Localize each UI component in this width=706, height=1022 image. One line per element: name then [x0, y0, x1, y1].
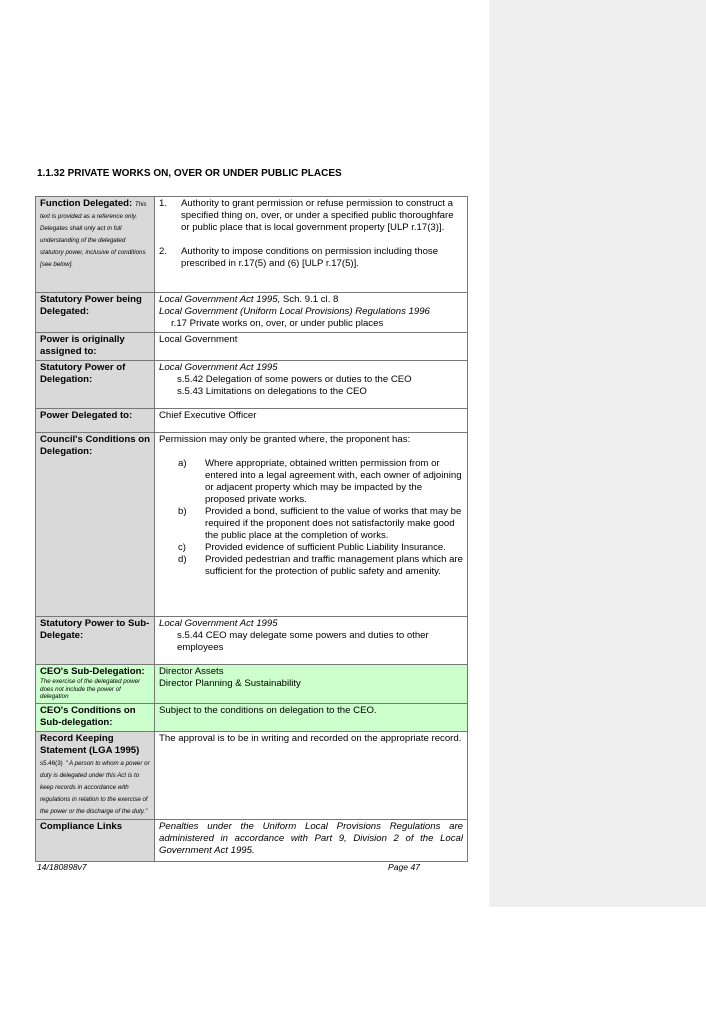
conditions-intro: Permission may only be granted where, the proponent has: [159, 434, 411, 445]
section-item: s.5.42 Delegation of some powers or duties to the CEO [177, 374, 412, 385]
function-list [159, 198, 463, 270]
row-originally-assigned [36, 333, 468, 361]
row-council-conditions [36, 433, 468, 617]
row-ceo-sub-delegation [36, 665, 468, 704]
ceo-sub-delegation-note: The exercise of the delegated power does not include the power of delegation [40, 678, 141, 701]
originally-assigned-value: Local Government [159, 334, 238, 345]
list-item: b) Provided a bond, sufficient to the value of works that may be required if the proponent does not satisfactorily make good the public place at the completion of works. [178, 506, 462, 541]
ceo-conditions-value: Subject to the conditions on delegation to the CEO. [159, 704, 377, 716]
row-function-delegated [36, 197, 468, 293]
compliance-value: Penalties under the Uniform Local Provisions Regulations are administered in accordance with Part 9, Division 2 of the Local Government Act 1995. [159, 820, 463, 856]
section-heading: 1.1.32 PRIVATE WORKS ON, OVER OR UNDER PUBLIC PLACES [37, 168, 342, 179]
record-keeping-ref: s5.46(3) [40, 759, 63, 767]
row-statutory-power: Statutory Power being Delegated: Local Government Act 1995, Sch. 9.1 cl. 8 Local Government (Uniform Local Provisions) Regulations 1996 r.17 Private works on, over, or under public places [36, 293, 468, 333]
regulation-section: r.17 Private works on, over, or under public places [171, 318, 384, 329]
record-keeping-note: " A person to whom a power or duty is delegated under this Act is to keep records in accordance with regulations in relation to the exercise of the power or the discharge of the duty." [40, 759, 150, 815]
sub-delegate-position: Director Planning & Sustainability [159, 678, 301, 689]
label-cell [36, 197, 155, 293]
row-record-keeping [36, 731, 468, 819]
document-reference: 14/180898v7 [37, 862, 87, 872]
list-item: 1. Authority to grant permission or refuse permission to construct a specified thing on, over, or under a specified public thoroughfare or public place that is local government property [ULP r.17(3)]. [159, 198, 454, 233]
conditions-list [178, 458, 463, 578]
list-item: d) Provided pedestrian and traffic management plans which are sufficient for the protection of public safety and amenity. [178, 554, 463, 577]
row-delegated-to [36, 409, 468, 433]
page-number: Page 47 [388, 862, 421, 872]
originally-assigned-label: Power is originally assigned to: [40, 334, 125, 357]
ceo-conditions-label: CEO's Conditions on Sub-delegation: [40, 704, 136, 728]
act-name: Local Government Act 1995 [159, 362, 278, 373]
row-ceo-conditions [36, 703, 468, 731]
delegated-to-label: Power Delegated to: [40, 410, 133, 421]
list-item: c) Provided evidence of sufficient Public Liability Insurance. [178, 542, 446, 553]
row-compliance [36, 819, 468, 861]
act-name: Local Government Act 1995 [159, 618, 278, 629]
statutory-power-label: Statutory Power being Delegated: [40, 294, 142, 317]
delegated-to-value: Chief Executive Officer [159, 410, 257, 421]
value-cell [155, 197, 468, 293]
function-note: This text is provided as a reference only. Delegates shall only act in full understanding of the delegated statutory power, inclusive of conditions [see below]. [40, 201, 147, 268]
list-item: 2. Authority to impose conditions on permission including those prescribed in r.17(5) and (6) [ULP r.17(5)]. [159, 246, 439, 269]
act-name: Local Government Act 1995, [159, 294, 281, 305]
list-item: a) Where appropriate, obtained written permission from or entered into a legal agreement with, each owner of adjoining or adjacent property which may be impacted by the proposed private works. [178, 458, 462, 505]
ceo-sub-delegation-label: CEO's Sub-Delegation: [40, 666, 145, 677]
comment-pane [489, 0, 706, 907]
sub-delegate-label: Statutory Power to Sub-Delegate: [40, 618, 150, 641]
record-keeping-label: Record Keeping Statement (LGA 1995) [40, 732, 140, 756]
section-item: s.5.43 Limitations on delegations to the CEO [177, 386, 367, 397]
regulations-name: Local Government (Uniform Local Provisions) Regulations 1996 [159, 306, 430, 317]
power-of-delegation-label: Statutory Power of Delegation: [40, 362, 126, 385]
sub-delegate-position: Director Assets [159, 666, 224, 677]
row-sub-delegate-power [36, 617, 468, 665]
delegation-table [35, 196, 468, 862]
section-item: s.5.44 CEO may delegate some powers and duties to other employees [177, 630, 429, 653]
council-conditions-label: Council's Conditions on Delegation: [40, 434, 150, 457]
record-keeping-value: The approval is to be in writing and recorded on the appropriate record. [159, 732, 462, 744]
row-power-of-delegation [36, 361, 468, 409]
compliance-label: Compliance Links [40, 820, 123, 832]
function-label: Function Delegated: [40, 198, 133, 209]
